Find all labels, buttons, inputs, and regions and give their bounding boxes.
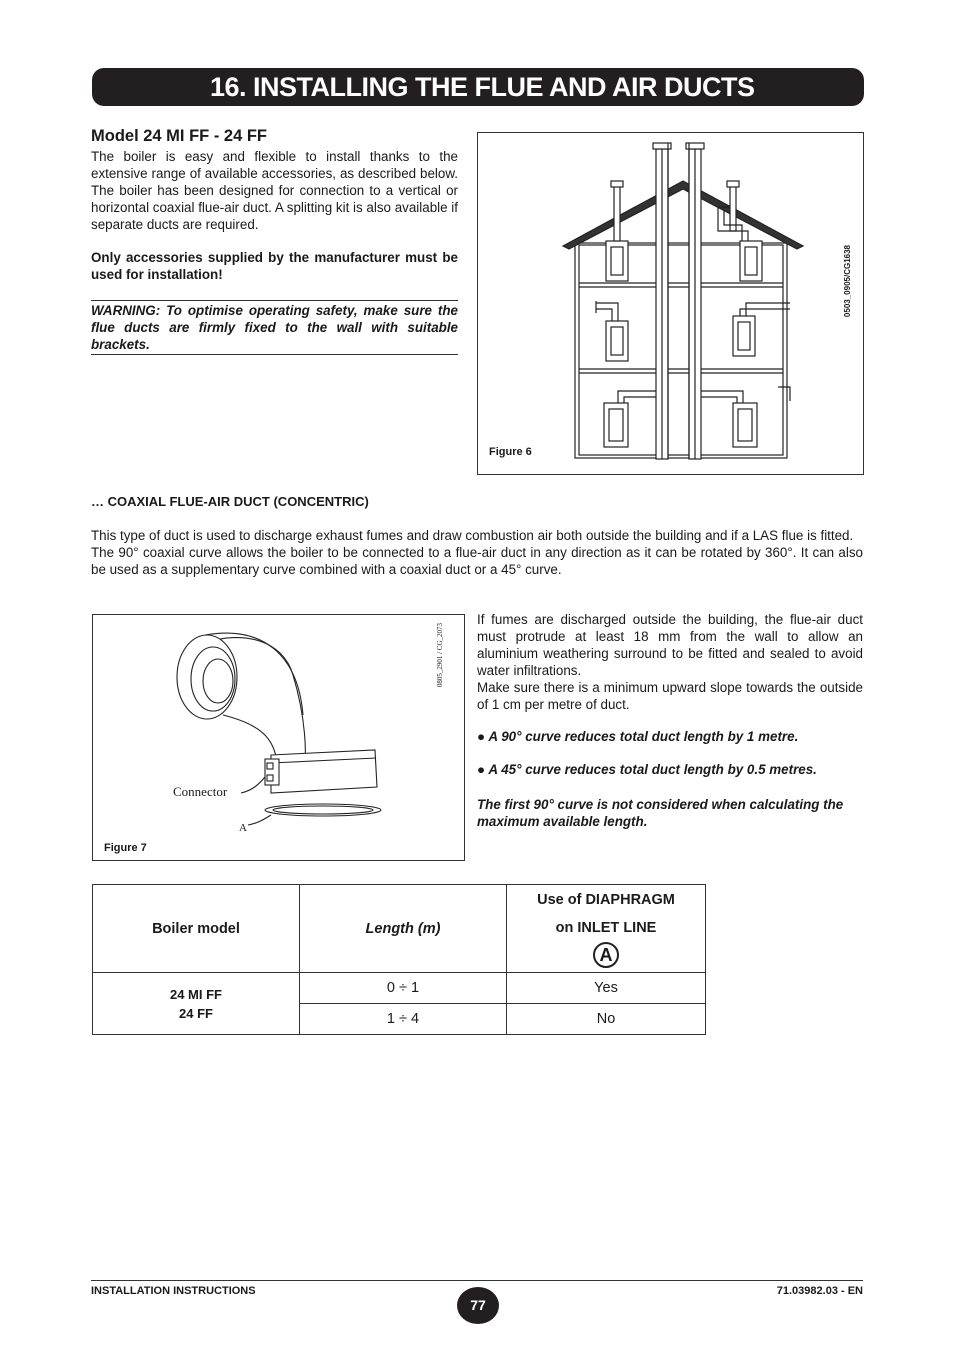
connector-label: Connector [173, 784, 228, 799]
footer-doc-code: 71.03982.03 - EN [776, 1285, 863, 1297]
bullet-90-text: A 90° curve reduces total duct length by 1 metre. [488, 729, 799, 744]
table-cell-length: 1 ÷ 4 [300, 1004, 507, 1035]
building-flue-illustration [478, 133, 863, 474]
bullet-dot-icon: ● [477, 762, 486, 777]
model-cell [93, 973, 300, 1035]
figure-6-code: 0503_0905/CG1638 [843, 245, 852, 318]
model-heading: Model 24 MI FF - 24 FF [91, 127, 268, 145]
footer-left: INSTALLATION INSTRUCTIONS [91, 1285, 256, 1297]
page-number: 77 [457, 1287, 499, 1324]
figure-7-code: 0805_2901 / CG_2073 [436, 623, 444, 688]
table-cell-length: 0 ÷ 1 [300, 973, 507, 1004]
figure-6 [477, 132, 864, 475]
accessories-note: Only accessories supplied by the manufacturer must be used for installation! [91, 250, 458, 282]
first-curve-note: The first 90° curve is not considered when calculating the maximum available length. [477, 797, 844, 829]
table-cell-diaphragm: Yes [507, 973, 706, 1004]
header-length: Length (m) [300, 885, 507, 973]
bullet-dot-icon: ● [477, 729, 486, 744]
header-diaphragm-line2: on INLET LINE [555, 920, 657, 936]
figure-7-label: Figure 7 [104, 842, 147, 854]
figure-7 [92, 614, 465, 861]
figure-6-label: Figure 6 [489, 446, 532, 458]
coaxial-para-2: The 90° coaxial curve allows the boiler to be connected to a flue-air duct in any direction as it can be rotated by 360°. It can also be used as a supplementary curve combined with a coaxial duct or a 45° curve. [91, 545, 863, 577]
circled-a-letter: A [599, 945, 613, 965]
diaphragm-table [92, 884, 706, 1035]
model-line-2: 24 FF [179, 1005, 213, 1021]
header-diaphragm [507, 885, 706, 973]
coaxial-paragraph [91, 527, 863, 578]
gasket-a-label: A [239, 822, 247, 834]
bullet-90-curve [477, 729, 798, 744]
header-boiler-model: Boiler model [93, 885, 300, 973]
discharge-paragraph [477, 611, 863, 713]
coaxial-heading: … COAXIAL FLUE-AIR DUCT (CONCENTRIC) [91, 494, 369, 509]
header-diaphragm-line1: Use of DIAPHRAGM [537, 892, 675, 908]
intro-paragraph: The boiler is easy and flexible to install thanks to the extensive range of available accessories, as described below. The boiler has been designed for connection to a vertical or horizontal coaxial flue-air duct. A splitting kit is also available if separate ducts are required. [91, 149, 458, 232]
bullet-45-curve [477, 762, 817, 777]
table-cell-diaphragm: No [507, 1004, 706, 1035]
page-title: 16. INSTALLING THE FLUE AND AIR DUCTS [92, 68, 864, 106]
coaxial-para-1: This type of duct is used to discharge exhaust fumes and draw combustion air both outside the building and if a LAS flue is fitted. [91, 528, 854, 543]
circled-a-icon [593, 942, 619, 968]
footer-divider [91, 1280, 863, 1281]
coaxial-curve-illustration [93, 615, 464, 860]
bullet-45-text: A 45° curve reduces total duct length by 0.5 metres. [488, 762, 817, 777]
model-line-1: 24 MI FF [169, 986, 222, 1002]
discharge-para-1: If fumes are discharged outside the building, the flue-air duct must protrude at least 18 mm from the wall to allow an aluminium weathering surround to be fitted and sealed to avoid water infiltrations. [477, 612, 863, 678]
discharge-para-2: Make sure there is a minimum upward slope towards the outside of 1 cm per metre of duct. [477, 680, 863, 712]
warning-note: WARNING: To optimise operating safety, make sure the flue ducts are firmly fixed to the wall with suitable brackets. [91, 300, 458, 355]
